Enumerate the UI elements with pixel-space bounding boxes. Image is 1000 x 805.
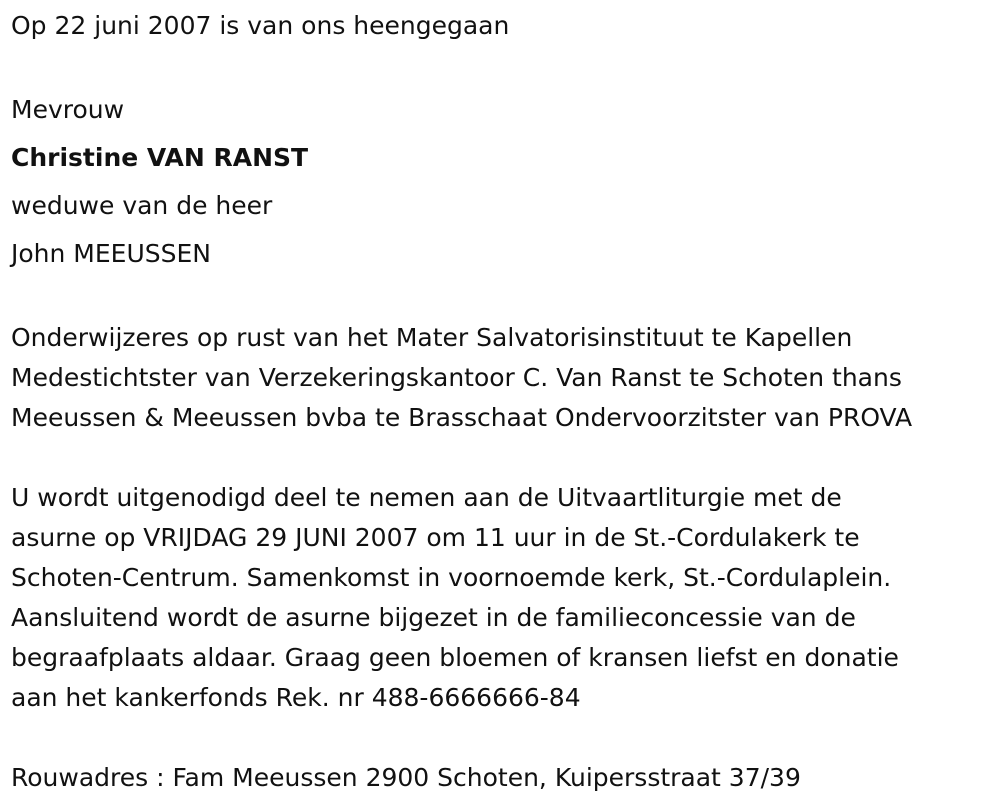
spacer: [11, 718, 1000, 758]
invitation-line: aan het kankerfonds Rek. nr 488-6666666-84: [11, 683, 581, 712]
biography-paragraph: [11, 318, 1000, 438]
deceased-name: Christine VAN RANST: [11, 143, 309, 172]
relation-text: weduwe van de heer: [11, 191, 273, 220]
invitation-paragraph: [11, 478, 1000, 718]
invitation-line: asurne op VRIJDAG 29 JUNI 2007 om 11 uur in de St.-Cordulakerk te: [11, 523, 860, 552]
mourning-address: Rouwadres : Fam Meeussen 2900 Schoten, Kuipersstraat 37/39: [11, 763, 801, 792]
spacer: [11, 438, 1000, 478]
biography-line: Medestichtster van Verzekeringskantoor C. Van Ranst te Schoten thans: [11, 363, 902, 392]
invitation-line: Schoten-Centrum. Samenkomst in voornoemde kerk, St.-Cordulaplein.: [11, 563, 892, 592]
spacer: [11, 46, 1000, 86]
biography-line: Meeussen & Meeussen bvba te Brasschaat Ondervoorzitster van PROVA: [11, 403, 913, 432]
spacer: [11, 278, 1000, 318]
spouse-name: John MEEUSSEN: [11, 239, 211, 268]
salutation: Mevrouw: [11, 95, 125, 124]
invitation-line: begraafplaats aldaar. Graag geen bloemen of kransen liefst en donatie: [11, 643, 899, 672]
invitation-line: Aansluitend wordt de asurne bijgezet in de familieconcessie van de: [11, 603, 856, 632]
biography-line: Onderwijzeres op rust van het Mater Salvatorisinstituut te Kapellen: [11, 323, 853, 352]
invitation-line: U wordt uitgenodigd deel te nemen aan de Uitvaartliturgie met de: [11, 483, 842, 512]
name-block: [11, 86, 1000, 278]
intro-text: Op 22 juni 2007 is van ons heengegaan: [11, 11, 510, 40]
